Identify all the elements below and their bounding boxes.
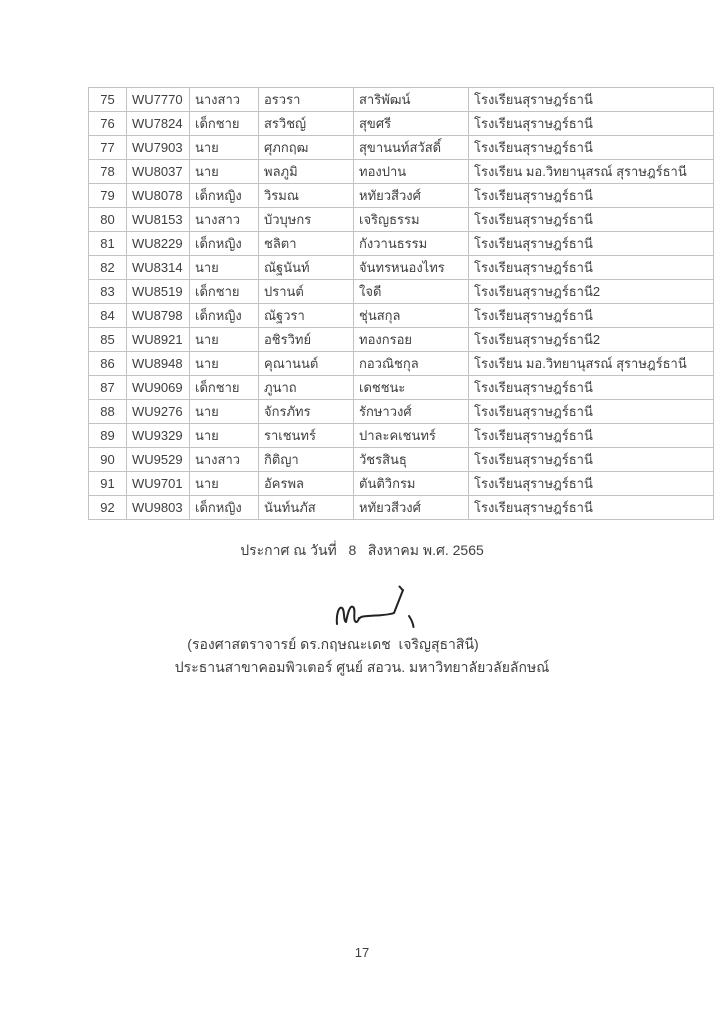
cell-last_name: ใจดี	[354, 280, 469, 304]
cell-first_name: อชิรวิทย์	[259, 328, 354, 352]
cell-last_name: ตันติวิกรม	[354, 472, 469, 496]
cell-title: นาย	[190, 160, 259, 184]
cell-last_name: หทัยวสีวงศ์	[354, 496, 469, 520]
cell-no: 84	[89, 304, 127, 328]
cell-no: 75	[89, 88, 127, 112]
cell-code: WU9276	[127, 400, 190, 424]
cell-school: โรงเรียนสุราษฎร์ธานี	[469, 496, 714, 520]
cell-last_name: ชุ่นสกุล	[354, 304, 469, 328]
cell-last_name: สาริพัฒน์	[354, 88, 469, 112]
page-number: 17	[354, 945, 370, 960]
cell-no: 78	[89, 160, 127, 184]
cell-title: นางสาว	[190, 88, 259, 112]
cell-no: 77	[89, 136, 127, 160]
cell-school: โรงเรียนสุราษฎร์ธานี	[469, 184, 714, 208]
cell-no: 87	[89, 376, 127, 400]
cell-first_name: ศุภกฤฒ	[259, 136, 354, 160]
cell-no: 85	[89, 328, 127, 352]
cell-title: เด็กหญิง	[190, 184, 259, 208]
cell-title: นาย	[190, 256, 259, 280]
cell-no: 76	[89, 112, 127, 136]
cell-code: WU8229	[127, 232, 190, 256]
cell-no: 86	[89, 352, 127, 376]
table-row	[89, 256, 714, 280]
cell-no: 89	[89, 424, 127, 448]
cell-code: WU8153	[127, 208, 190, 232]
student-table-body	[89, 88, 714, 520]
cell-school: โรงเรียนสุราษฎร์ธานี	[469, 88, 714, 112]
cell-last_name: รักษาวงศ์	[354, 400, 469, 424]
cell-last_name: เจริญธรรม	[354, 208, 469, 232]
cell-first_name: วิรมณ	[259, 184, 354, 208]
cell-first_name: บัวบุษกร	[259, 208, 354, 232]
cell-first_name: อัครพล	[259, 472, 354, 496]
cell-school: โรงเรียนสุราษฎร์ธานี	[469, 112, 714, 136]
signatory-name: (รองศาสตราจารย์ ดร.กฤษณะเดช เจริญสุธาสินี)	[187, 636, 479, 652]
cell-last_name: จันทรหนองไทร	[354, 256, 469, 280]
cell-no: 81	[89, 232, 127, 256]
cell-first_name: พลภูมิ	[259, 160, 354, 184]
table-row	[89, 472, 714, 496]
cell-first_name: ปรานต์	[259, 280, 354, 304]
cell-last_name: กังวานธรรม	[354, 232, 469, 256]
table-row	[89, 112, 714, 136]
cell-first_name: คุณานนต์	[259, 352, 354, 376]
table-row	[89, 352, 714, 376]
cell-first_name: ภูนาถ	[259, 376, 354, 400]
cell-school: โรงเรียนสุราษฎร์ธานี	[469, 400, 714, 424]
cell-code: WU8519	[127, 280, 190, 304]
cell-last_name: หทัยวสีวงศ์	[354, 184, 469, 208]
cell-school: โรงเรียนสุราษฎร์ธานี	[469, 304, 714, 328]
cell-first_name: ณัฐนันท์	[259, 256, 354, 280]
table-row	[89, 424, 714, 448]
cell-code: WU7770	[127, 88, 190, 112]
cell-title: นางสาว	[190, 448, 259, 472]
cell-school: โรงเรียนสุราษฎร์ธานี2	[469, 280, 714, 304]
table-row	[89, 208, 714, 232]
cell-title: เด็กหญิง	[190, 304, 259, 328]
signatory-position: ประธานสาขาคอมพิวเตอร์ ศูนย์ สอวน. มหาวิทยาลัยวลัยลักษณ์	[174, 659, 550, 675]
cell-school: โรงเรียนสุราษฎร์ธานี2	[469, 328, 714, 352]
cell-no: 90	[89, 448, 127, 472]
table-row	[89, 160, 714, 184]
table-row	[89, 88, 714, 112]
cell-code: WU8798	[127, 304, 190, 328]
cell-last_name: ทองกรอย	[354, 328, 469, 352]
cell-title: นาย	[190, 136, 259, 160]
cell-title: นาย	[190, 400, 259, 424]
cell-title: นางสาว	[190, 208, 259, 232]
cell-title: นาย	[190, 328, 259, 352]
signature-icon	[320, 578, 420, 633]
cell-title: นาย	[190, 352, 259, 376]
cell-title: เด็กชาย	[190, 280, 259, 304]
table-row	[89, 232, 714, 256]
cell-first_name: สรวิชญ์	[259, 112, 354, 136]
cell-last_name: วัชรสินธุ	[354, 448, 469, 472]
cell-school: โรงเรียนสุราษฎร์ธานี	[469, 376, 714, 400]
cell-code: WU9329	[127, 424, 190, 448]
cell-title: เด็กชาย	[190, 112, 259, 136]
cell-first_name: อรวรา	[259, 88, 354, 112]
cell-title: นาย	[190, 424, 259, 448]
cell-code: WU8921	[127, 328, 190, 352]
table-row	[89, 448, 714, 472]
cell-last_name: สุขศรี	[354, 112, 469, 136]
cell-last_name: เดชชนะ	[354, 376, 469, 400]
cell-code: WU9803	[127, 496, 190, 520]
table-row	[89, 328, 714, 352]
cell-no: 82	[89, 256, 127, 280]
cell-last_name: กอวณิชกุล	[354, 352, 469, 376]
cell-school: โรงเรียนสุราษฎร์ธานี	[469, 256, 714, 280]
student-table	[88, 87, 714, 520]
cell-code: WU9701	[127, 472, 190, 496]
announcement-line: ประกาศ ณ วันที่ 8 สิงหาคม พ.ศ. 2565	[240, 542, 484, 558]
cell-code: WU8314	[127, 256, 190, 280]
cell-first_name: นันท์นภัส	[259, 496, 354, 520]
cell-school: โรงเรียนสุราษฎร์ธานี	[469, 424, 714, 448]
cell-code: WU9069	[127, 376, 190, 400]
cell-school: โรงเรียน มอ.วิทยานุสรณ์ สุราษฎร์ธานี	[469, 160, 714, 184]
cell-code: WU8037	[127, 160, 190, 184]
cell-code: WU7903	[127, 136, 190, 160]
cell-first_name: ชลิตา	[259, 232, 354, 256]
cell-last_name: สุขานนท์สวัสดิ์	[354, 136, 469, 160]
cell-last_name: ทองปาน	[354, 160, 469, 184]
cell-title: เด็กหญิง	[190, 232, 259, 256]
cell-no: 79	[89, 184, 127, 208]
table-row	[89, 304, 714, 328]
cell-first_name: จักรภัทร	[259, 400, 354, 424]
cell-title: เด็กชาย	[190, 376, 259, 400]
table-row	[89, 136, 714, 160]
table-row	[89, 400, 714, 424]
cell-code: WU7824	[127, 112, 190, 136]
cell-title: เด็กหญิง	[190, 496, 259, 520]
table-row	[89, 184, 714, 208]
cell-first_name: ราเชนทร์	[259, 424, 354, 448]
cell-school: โรงเรียนสุราษฎร์ธานี	[469, 448, 714, 472]
cell-no: 83	[89, 280, 127, 304]
cell-code: WU8078	[127, 184, 190, 208]
cell-last_name: ปาละคเชนทร์	[354, 424, 469, 448]
cell-school: โรงเรียนสุราษฎร์ธานี	[469, 232, 714, 256]
cell-school: โรงเรียนสุราษฎร์ธานี	[469, 208, 714, 232]
cell-first_name: ณัฐวรา	[259, 304, 354, 328]
cell-title: นาย	[190, 472, 259, 496]
cell-code: WU9529	[127, 448, 190, 472]
table-row	[89, 280, 714, 304]
cell-school: โรงเรียนสุราษฎร์ธานี	[469, 472, 714, 496]
cell-code: WU8948	[127, 352, 190, 376]
cell-school: โรงเรียนสุราษฎร์ธานี	[469, 136, 714, 160]
table-row	[89, 376, 714, 400]
cell-first_name: กิติญา	[259, 448, 354, 472]
table-row	[89, 496, 714, 520]
cell-no: 92	[89, 496, 127, 520]
cell-no: 88	[89, 400, 127, 424]
cell-school: โรงเรียน มอ.วิทยานุสรณ์ สุราษฎร์ธานี	[469, 352, 714, 376]
cell-no: 80	[89, 208, 127, 232]
cell-no: 91	[89, 472, 127, 496]
